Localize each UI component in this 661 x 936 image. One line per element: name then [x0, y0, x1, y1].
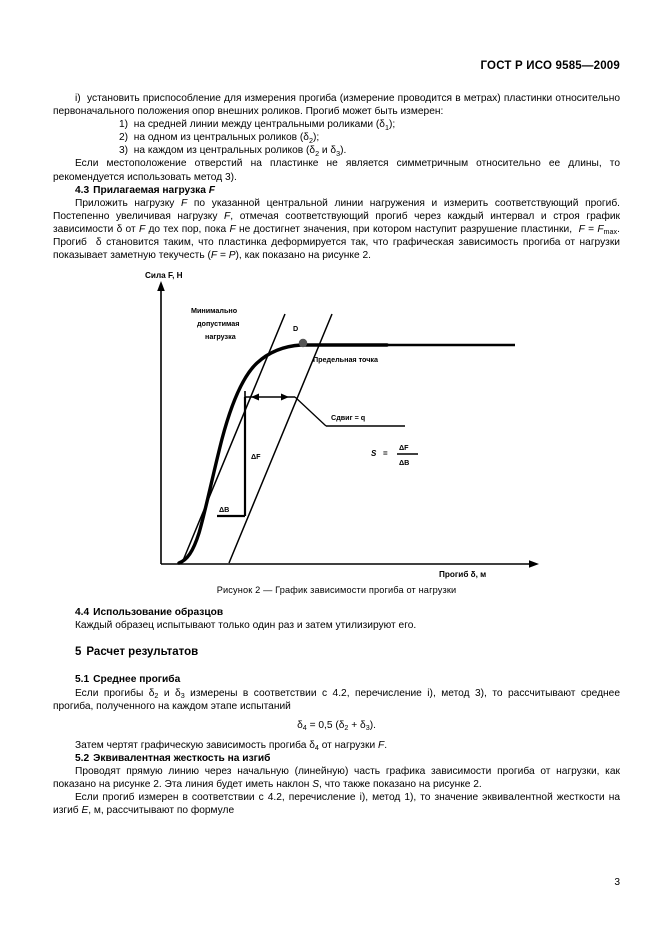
- formula-5-1: $\delta_4 = 0,5$ $(\delta_2 + \delta_3)$.: [297, 719, 376, 733]
- paragraph-5-1-after: Затем чертят графическую зависимость прогиба $\delta_4$ от нагрузки F.: [75, 739, 388, 753]
- svg-text:Минимально: Минимально: [190, 306, 237, 316]
- heading-5-1: [53, 673, 620, 686]
- heading-5-1-number: 5.1: [75, 674, 90, 686]
- load-deflection-curve: [179, 345, 387, 563]
- paragraph-5-2-a: Проводят прямую линию через начальную (линейную) часть графика зависимости прогиба от нагрузки, как показано на рисунке 2. Эта линия будет иметь наклон S, что также показано на рисунке 2.: [53, 765, 620, 790]
- paragraph-measure-setup: i) установить приспособление для измерения прогиба (измерение проводится в метрах) пластинки относительно первоначального положения опор внешних роликов. Прогиб может быть измерен:: [53, 93, 620, 118]
- x-axis-label: Прогиб δ, м: [438, 570, 486, 580]
- shift-q-label: Сдвиг = q: [330, 413, 365, 423]
- heading-5-2-number: 5.2: [75, 752, 90, 764]
- paragraph-5-1: Если прогибы $\delta_2$ и $\delta_3$ измерены в соответствии с 4.2, перечисление i), метод 3), то рассчитывают среднее прогиба, полученного на каждом этапе испытаний: [53, 687, 620, 712]
- svg-text:ΔB: ΔB: [398, 458, 409, 468]
- heading-4-4: [53, 606, 620, 619]
- svg-text:=: =: [382, 449, 388, 459]
- heading-5-number: 5: [75, 646, 82, 659]
- x-axis: [161, 560, 539, 568]
- initial-tangent-line: [182, 314, 285, 563]
- paragraph-5-2-b: Если прогиб измерен в соответствии с 4.2, перечисление i), метод 1), то значение эквивалентной жесткости на изгиб E, м, рассчитывают по формуле: [53, 792, 620, 817]
- heading-5-title: Расчет результатов: [86, 646, 199, 659]
- load-deflection-chart: [127, 269, 547, 579]
- min-allowable-load-label: [191, 306, 239, 341]
- heading-5: [53, 645, 620, 660]
- y-axis-label: Сила F, Н: [144, 271, 183, 281]
- slope-triangle: [217, 397, 245, 516]
- heading-5-2: [53, 752, 620, 765]
- page-number: 3: [614, 877, 620, 888]
- slope-formula: [371, 443, 418, 467]
- svg-text:нагрузка: нагрузка: [204, 332, 236, 342]
- document-header: ГОСТ Р ИСО 9585—2009: [480, 60, 620, 72]
- heading-4-3: 4.3 Прилагаемая нагрузка F: [75, 184, 215, 196]
- list-item-method-3: 3) на каждом из центральных роликов ($\delta_2$ и $\delta_3$).: [119, 145, 347, 158]
- paragraph-4-4: Каждый образец испытывают только один раз и затем утилизируют его.: [75, 620, 417, 632]
- delta-f-label: ΔF: [250, 452, 261, 462]
- paragraph-4-3: Приложить нагрузку F по указанной центральной линии нагружения и измерить соответствующий прогиб. Постепенно увеличивая нагрузку F, отмечая соответствующий прогиб через каждый интервал и строя график зависимости δ от F до тех пор, пока F не достигнет значения, при котором наступит разрушение пластинки, $F = F_{max}$. Прогиб δ становится таким, что пластинка деформируется так, что графическая зависимость прогиба от нагрузки показывает заметную текучесть (F = P), как показано на рисунке 2.: [53, 197, 620, 262]
- heading-5-2-title: Эквивалентная жесткость на изгиб: [93, 752, 271, 764]
- paragraph-symmetry-note: Если местоположение отверстий на пластинке не является симметричным относительно ее длины, то рекомендуется использовать метод 3).: [53, 158, 620, 183]
- svg-text:S: S: [370, 449, 376, 459]
- limit-point-label: Предельная точка: [312, 355, 378, 365]
- list-item-method-2: 2) на одном из центральных роликов $(\delta_2)$;: [119, 132, 320, 145]
- document-content: [53, 92, 620, 817]
- heading-4-3-symbol: F: [208, 184, 215, 196]
- figure-2-caption: Рисунок 2 — График зависимости прогиба от нагрузки: [216, 585, 457, 596]
- heading-4-4-number: 4.4: [75, 607, 90, 619]
- heading-4-3-number: 4.3: [75, 184, 90, 196]
- heading-4-4-title: Использование образцов: [93, 607, 224, 619]
- svg-text:допустимая: допустимая: [196, 319, 239, 329]
- limit-point-marker: [298, 339, 306, 347]
- svg-text:ΔF: ΔF: [398, 443, 409, 453]
- y-axis: [157, 281, 165, 564]
- heading-5-1-title: Среднее прогиба: [93, 674, 181, 686]
- delta-b-label: ΔB: [218, 505, 229, 515]
- list-item-method-1: 1) на средней линии между центральными роликами $(\delta_1)$;: [119, 119, 396, 132]
- point-d-label: D: [292, 324, 298, 334]
- figure-2: [53, 269, 620, 596]
